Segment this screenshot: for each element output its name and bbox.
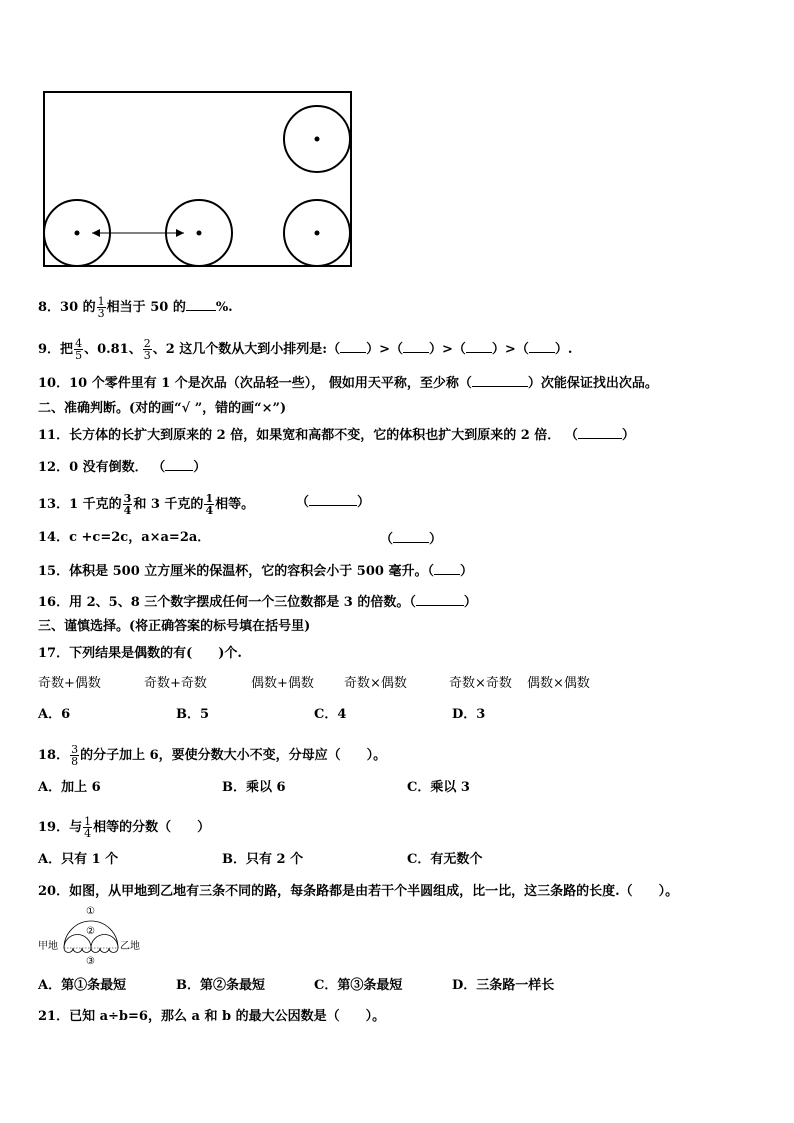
figure-label-start: 甲地 xyxy=(38,941,58,952)
route-figure xyxy=(38,906,148,970)
question-14: 14．c +c=2c，a×a=2a． xyxy=(38,530,211,545)
figure-border xyxy=(44,92,351,266)
q20-option-c[interactable]: C．第③条最短 xyxy=(314,978,403,993)
q19-option-c[interactable]: C．有无数个 xyxy=(407,852,483,867)
q17-option-c[interactable]: C．4 xyxy=(314,707,347,722)
q18-option-a[interactable]: A．加上 6 xyxy=(38,780,101,795)
question-17: 17．下列结果是偶数的有( )个. xyxy=(38,646,242,661)
question-12: 12．0 没有倒数． （ ） xyxy=(38,460,207,475)
question-13: 13．1 千克的 $\frac{3}{4}$ 和 3 千克的 $\frac{1}{4}$ 相等。 xyxy=(38,492,255,517)
question-18: 18． $\frac{3}{8}$ 的分子加上 6，要使分数大小不变，分母应（ ）。 xyxy=(38,743,387,768)
route-label-2: ② xyxy=(86,926,95,937)
q17-item: 偶数×偶数 xyxy=(527,676,590,691)
route-label-1: ① xyxy=(86,906,95,917)
question-16: 16．用 2、5、8 三个数字摆成任何一个三位数都是 3 的倍数。（ ） xyxy=(38,595,477,610)
q17-option-a[interactable]: A．6 xyxy=(38,707,71,722)
section-2-heading: 二、准确判断。(对的画“√ ”，错的画“×”) xyxy=(38,401,287,416)
question-19: 19．与 $\frac{1}{4}$ 相等的分数（ ） xyxy=(38,815,211,840)
q17-option-b[interactable]: B．5 xyxy=(176,707,210,722)
fraction: $\frac{1}{3}$ xyxy=(97,295,105,320)
question-10: 10．10 个零件里有 1 个是次品（次品轻一些）， 假如用天平称，至少称（ ）次能保证找出次品。 xyxy=(38,376,658,391)
q17-item: 偶数+偶数 xyxy=(251,676,314,691)
q20-option-d[interactable]: D．三条路一样长 xyxy=(452,978,555,993)
q18-option-b[interactable]: B．乘以 6 xyxy=(222,780,286,795)
q18-option-c[interactable]: C．乘以 3 xyxy=(407,780,470,795)
question-15: 15．体积是 500 立方厘米的保温杯，它的容积会小于 500 毫升。（ ） xyxy=(38,564,473,579)
q17-item: 奇数+偶数 xyxy=(38,676,101,691)
question-11: 11．长方体的长扩大到原来的 2 倍，如果宽和高都不变，它的体积也扩大到原来的 2 倍． （ ） xyxy=(38,428,635,443)
q17-item: 奇数×奇数 xyxy=(449,676,512,691)
question-9: 9．把 $\frac{4}{5}$ 、0.81、 $\frac{2}{3}$ 、2 这几个数从大到小排列是:（ ）>（ ）>（ ）>（ ）. xyxy=(38,337,573,362)
q17-option-d[interactable]: D．3 xyxy=(452,707,486,722)
q17-item: 奇数×偶数 xyxy=(344,676,407,691)
answer-blank[interactable] xyxy=(186,298,216,311)
route-label-3: ③ xyxy=(86,956,95,967)
figure-label-end: 乙地 xyxy=(120,941,140,952)
question-14-answer: （ ） xyxy=(380,532,443,547)
circles-figure xyxy=(40,88,358,272)
section-3-heading: 三、谨慎选择。(将正确答案的标号填在括号里) xyxy=(38,619,311,634)
q20-option-a[interactable]: A．第①条最短 xyxy=(38,978,127,993)
question-8: 8．30 的 $\frac{1}{3}$ 相当于 50 的 %. xyxy=(38,295,233,320)
question-21: 21．已知 a÷b=6，那么 a 和 b 的最大公因数是（ ）。 xyxy=(38,1009,386,1024)
route-3 xyxy=(64,948,118,953)
q19-option-a[interactable]: A．只有 1 个 xyxy=(38,852,119,867)
q20-option-b[interactable]: B．第②条最短 xyxy=(176,978,265,993)
q19-option-b[interactable]: B．只有 2 个 xyxy=(222,852,304,867)
question-13-answer: （ ） xyxy=(296,495,371,510)
question-20: 20．如图，从甲地到乙地有三条不同的路，每条路都是由若干个半圆组成，比一比，这三条路的长度.（ ）。 xyxy=(38,884,679,899)
q17-item: 奇数+奇数 xyxy=(144,676,207,691)
